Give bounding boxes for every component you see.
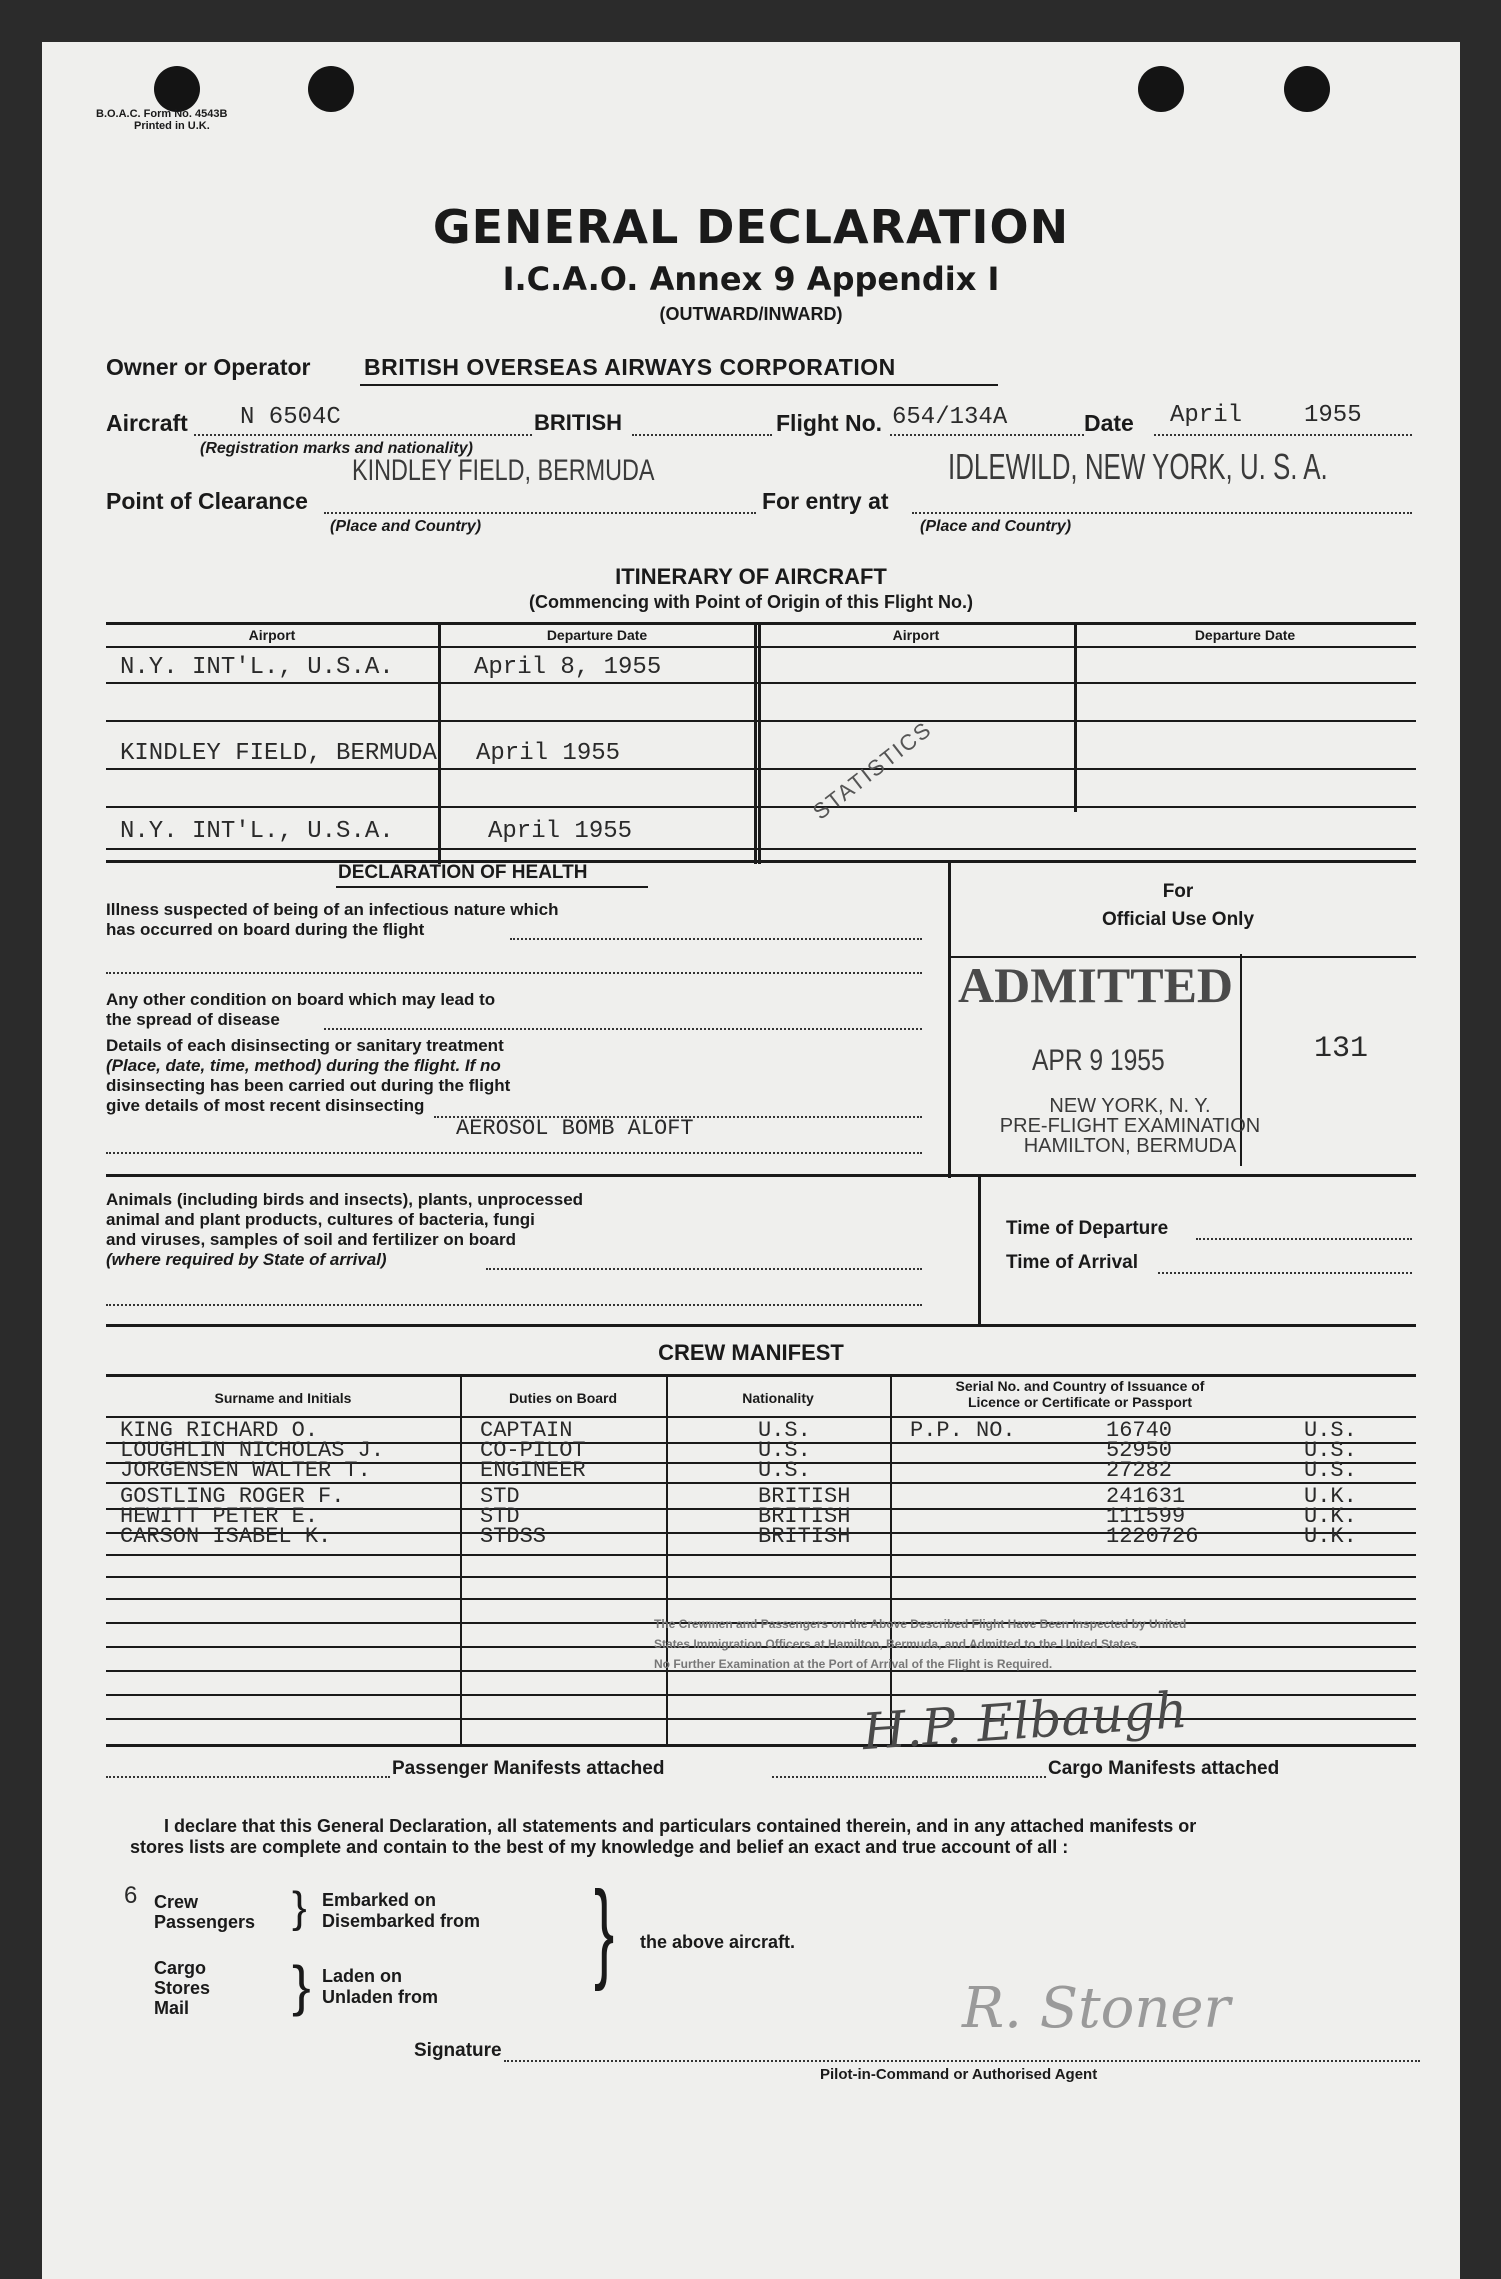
declaration-group-2-item: Cargo [154, 1958, 207, 1978]
aircraft-note: the above aircraft. [640, 1932, 796, 1952]
pilot-signature: R. Stoner [962, 1976, 1231, 2041]
clearance-value: KINDLEY FIELD, BERMUDA [352, 454, 655, 487]
cargo-manifest-label: Cargo Manifests attached [1048, 1758, 1280, 1779]
health-q1-dots [510, 938, 922, 940]
declaration-group-2-item: Mail [154, 1998, 190, 2018]
health-q4-line: animal and plant products, cultures of bacteria, fungi [106, 1210, 535, 1229]
crew-serial: 27282 [1106, 1458, 1173, 1483]
itinerary-row-rule [106, 682, 1416, 684]
crew-country: U.K. [1304, 1524, 1357, 1549]
flight-label: Flight No. [776, 410, 883, 436]
date-label: Date [1084, 410, 1134, 436]
health-q2-line: the spread of disease [106, 1010, 280, 1029]
crew-serial: 241631 [1106, 1484, 1186, 1509]
declaration-action: Embarked on [322, 1890, 437, 1910]
crew-serial: 16740 [1106, 1418, 1173, 1443]
nationality-dots [632, 434, 772, 436]
health-q1-line: Illness suspected of being of an infectious nature which [106, 900, 559, 919]
declaration-brace-large: } [594, 1869, 615, 1992]
health-title: DECLARATION OF HEALTH [338, 862, 588, 883]
itinerary-airport-1: N.Y. INT'L., U.S.A. [120, 654, 394, 681]
punch-hole [1284, 66, 1330, 112]
official-title-line: Official Use Only [1101, 909, 1255, 930]
itinerary-col-divider [758, 622, 761, 864]
declaration-action: Disembarked from [322, 1911, 481, 1931]
crew-row-rule [106, 1576, 1416, 1578]
inspection-stamp-line: States Immigration Officers at Hamilton, Bermuda, and Admitted to the United States. [654, 1637, 1141, 1651]
crew-country: U.S. [1304, 1418, 1357, 1443]
crew-country: U.S. [1304, 1458, 1357, 1483]
departure-time-dots [1196, 1238, 1412, 1240]
departure-time-label: Time of Departure [1006, 1218, 1169, 1239]
declaration-group-2-actions [322, 1966, 438, 2008]
admitted-number: 131 [1314, 1032, 1369, 1066]
page-subtitle: I.C.A.O. Annex 9 Appendix I [502, 260, 1000, 298]
aircraft-caption: (Registration marks and nationality) [200, 440, 473, 457]
health-q1 [106, 900, 558, 940]
clearance-caption: (Place and Country) [330, 518, 482, 535]
punch-hole [154, 66, 200, 112]
declaration-text-line: I declare that this General Declaration, all statements and particulars contained therein, and in any attached manifests or [164, 1816, 1197, 1836]
crew-serial-prefix: P.P. NO. [910, 1418, 1016, 1443]
form-reference [96, 108, 227, 132]
admitted-place-line: NEW YORK, N. Y. [1049, 1095, 1211, 1117]
flight-value: 654/134A [892, 404, 1008, 431]
aircraft-value: N 6504C [240, 404, 341, 431]
crew-name: KING RICHARD O. [120, 1418, 319, 1443]
declaration-text-line: stores lists are complete and contain to the best of my knowledge and belief an exact and true account of all : [130, 1837, 1069, 1857]
inspection-stamp-line: No Further Examination at the Port of Arrival of the Flight is Required. [654, 1657, 1053, 1671]
admitted-place-line: PRE-FLIGHT EXAMINATION [999, 1115, 1261, 1137]
declaration-action: Laden on [322, 1966, 402, 1986]
crew-row-rule [106, 1554, 1416, 1556]
health-q3-line: disinsecting has been carried out during the flight [106, 1076, 511, 1095]
crew-top-rule [106, 1374, 1416, 1377]
aircraft-nationality: BRITISH [534, 410, 622, 435]
health-q4-line: (where required by State of arrival) [106, 1250, 387, 1269]
health-mid-rule [106, 1174, 1416, 1177]
crew-nationality: BRITISH [758, 1504, 851, 1529]
passenger-manifest-label: Passenger Manifests attached [392, 1758, 665, 1779]
aircraft-label: Aircraft [106, 410, 188, 436]
declaration-text [130, 1816, 1196, 1858]
crew-nationality: U.S. [758, 1438, 811, 1463]
crew-nationality: BRITISH [758, 1484, 851, 1509]
crew-header-serial-line: Serial No. and Country of Issuance of [955, 1378, 1205, 1394]
aircraft-dots [194, 434, 564, 436]
crew-duty: ENGINEER [480, 1458, 586, 1483]
entry-caption: (Place and Country) [920, 518, 1072, 535]
crew-nationality: U.S. [758, 1458, 811, 1483]
statistics-stamp: STATISTICS [807, 716, 937, 825]
cargo-manifest-dots [772, 1776, 1046, 1778]
crew-header-nationality: Nationality [742, 1390, 814, 1406]
health-q2-line: Any other condition on board which may lead to [106, 990, 496, 1009]
crew-duty: CO-PILOT [480, 1438, 586, 1463]
health-q3 [106, 1036, 510, 1116]
crew-duty: CAPTAIN [480, 1418, 573, 1443]
declaration-brace: } [292, 1883, 307, 1932]
declaration-group-1-item: Crew [154, 1892, 199, 1912]
declaration-group-2 [154, 1958, 210, 2018]
crew-name: HEWITT PETER E. [120, 1504, 319, 1529]
inspection-stamp-line: The Crewmen and Passengers on the Above Described Flight Have Been Inspected by United [654, 1617, 1187, 1631]
clearance-dots [324, 512, 756, 514]
crew-serial: 52950 [1106, 1438, 1173, 1463]
crew-row-rule [106, 1598, 1416, 1600]
crew-row-rule [106, 1694, 1416, 1696]
arrival-time-label: Time of Arrival [1006, 1252, 1138, 1273]
crew-duty: STDSS [480, 1524, 547, 1549]
punch-hole [308, 66, 354, 112]
health-title-underline [336, 886, 648, 888]
health-top-rule [106, 860, 1416, 863]
entry-value: IDLEWILD, NEW YORK, U. S. A. [948, 446, 1328, 487]
admitted-date: APR 9 1955 [1032, 1044, 1165, 1077]
itinerary-header-rule [106, 646, 1416, 648]
admitted-place [960, 1096, 1300, 1156]
health-q4-dots [486, 1268, 922, 1270]
crew-header-serial-line: Licence or Certificate or Passport [967, 1394, 1193, 1410]
entry-dots [912, 512, 1412, 514]
owner-value: BRITISH OVERSEAS AIRWAYS CORPORATION [364, 354, 896, 380]
itinerary-row-rule [106, 768, 1416, 770]
crew-header-serial [890, 1378, 1270, 1410]
admitted-place-line: HAMILTON, BERMUDA [1023, 1135, 1237, 1157]
health-q3-line: Details of each disinsecting or sanitary treatment [106, 1036, 504, 1055]
itinerary-header-date: Departure Date [546, 627, 648, 643]
printed-in: Printed in U.K. [134, 120, 210, 132]
crew-country: U.S. [1304, 1438, 1357, 1463]
itinerary-col-divider [438, 622, 441, 864]
declaration-group-1 [154, 1892, 255, 1932]
official-lower-left-border [978, 1174, 981, 1326]
inspector-signature: H.P. Elbaugh [860, 1680, 1190, 1762]
declaration-action: Unladen from [322, 1987, 439, 2007]
health-q2-dots [324, 1028, 922, 1030]
declaration-group-2-item: Stores [154, 1978, 211, 1998]
crew-col-divider [890, 1374, 892, 1746]
itinerary-top-rule [106, 622, 1416, 625]
flight-dots [890, 434, 1084, 436]
crew-count: 6 [124, 1882, 138, 1909]
page-title: GENERAL DECLARATION [432, 200, 1070, 254]
crew-col-divider [460, 1374, 462, 1746]
crew-row-rule [106, 1718, 1416, 1720]
owner-underline [360, 384, 998, 386]
itinerary-date-2: April 1955 [476, 740, 621, 767]
official-left-border [948, 860, 951, 1178]
owner-label: Owner or Operator [106, 354, 311, 380]
itinerary-header-airport: Airport [248, 627, 296, 643]
passenger-manifest-dots [106, 1776, 390, 1778]
itinerary-title: ITINERARY OF AIRCRAFT [615, 564, 887, 589]
health-q1-line: has occurred on board during the flight [106, 920, 425, 939]
health-q3-line: give details of most recent disinsecting [106, 1096, 425, 1115]
health-q1-dots [106, 972, 922, 974]
health-q4-dots [106, 1304, 922, 1306]
form-number: B.O.A.C. Form No. 4543B [96, 108, 228, 120]
crew-name: CARSON ISABEL K. [120, 1524, 332, 1549]
crew-nationality: U.S. [758, 1418, 811, 1443]
crew-col-divider [666, 1374, 668, 1746]
signature-label: Signature [414, 2040, 502, 2061]
itinerary-row-rule [106, 848, 1416, 850]
crew-name: JORGENSEN WALTER T. [120, 1458, 371, 1483]
itinerary-airport-3: N.Y. INT'L., U.S.A. [120, 818, 394, 845]
declaration-brace: } [292, 1954, 311, 2017]
itinerary-col-divider [1074, 622, 1077, 812]
itinerary-row-rule [106, 720, 1416, 722]
itinerary-header-airport-2: Airport [892, 627, 940, 643]
itinerary-subtitle: (Commencing with Point of Origin of this Flight No.) [529, 592, 973, 612]
crew-serial: 1220726 [1106, 1524, 1199, 1549]
crew-row-rule [106, 1744, 1416, 1747]
crew-duty: STD [480, 1484, 520, 1509]
direction-label: (OUTWARD/INWARD) [659, 304, 843, 324]
official-title [978, 878, 1378, 934]
arrival-time-dots [1158, 1272, 1412, 1274]
itinerary-col-divider [754, 622, 757, 864]
crew-nationality: BRITISH [758, 1524, 851, 1549]
crew-country: U.K. [1304, 1504, 1357, 1529]
declaration-group-1-actions [322, 1890, 480, 1932]
signature-dots [504, 2060, 1420, 2062]
health-q2 [106, 990, 495, 1030]
health-q4 [106, 1190, 583, 1270]
health-q4-line: and viruses, samples of soil and fertilizer on board [106, 1230, 516, 1249]
crew-country: U.K. [1304, 1484, 1357, 1509]
crew-duty: STD [480, 1504, 520, 1529]
itinerary-date-3: April 1955 [488, 818, 633, 845]
inspection-stamp [654, 1614, 1186, 1674]
health-q3-line: (Place, date, time, method) during the flight. If no [106, 1056, 501, 1075]
crew-title: CREW MANIFEST [658, 1340, 844, 1365]
official-title-line: For [1162, 881, 1194, 902]
crew-header-duties: Duties on Board [508, 1390, 618, 1406]
declaration-group-1-item: Passengers [154, 1912, 256, 1932]
date-value: April [1170, 402, 1243, 429]
date-dots [1154, 434, 1412, 436]
admitted-stamp: ADMITTED [958, 957, 1234, 1013]
health-bottom-rule [106, 1324, 1416, 1327]
date-year: 1955 [1304, 402, 1362, 429]
entry-label: For entry at [762, 488, 889, 514]
clearance-label: Point of Clearance [106, 488, 308, 514]
crew-serial: 111599 [1106, 1504, 1186, 1529]
itinerary-row-rule [106, 806, 1416, 808]
document-page [42, 42, 1460, 2279]
itinerary-date-1: April 8, 1955 [474, 654, 662, 681]
itinerary-airport-2: KINDLEY FIELD, BERMUDA [120, 740, 437, 767]
itinerary-header-date-2: Departure Date [1194, 627, 1296, 643]
health-q3-answer: AEROSOL BOMB ALOFT [456, 1116, 694, 1141]
punch-hole [1138, 66, 1184, 112]
health-q4-line: Animals (including birds and insects), plants, unprocessed [106, 1190, 584, 1209]
crew-header-name: Surname and Initials [214, 1390, 352, 1406]
crew-name: GOSTLING ROGER F. [120, 1484, 345, 1509]
health-q3-dots [106, 1152, 922, 1154]
crew-name: LOUGHLIN NICHOLAS J. [120, 1438, 385, 1463]
signature-caption: Pilot-in-Command or Authorised Agent [820, 2066, 1098, 2083]
